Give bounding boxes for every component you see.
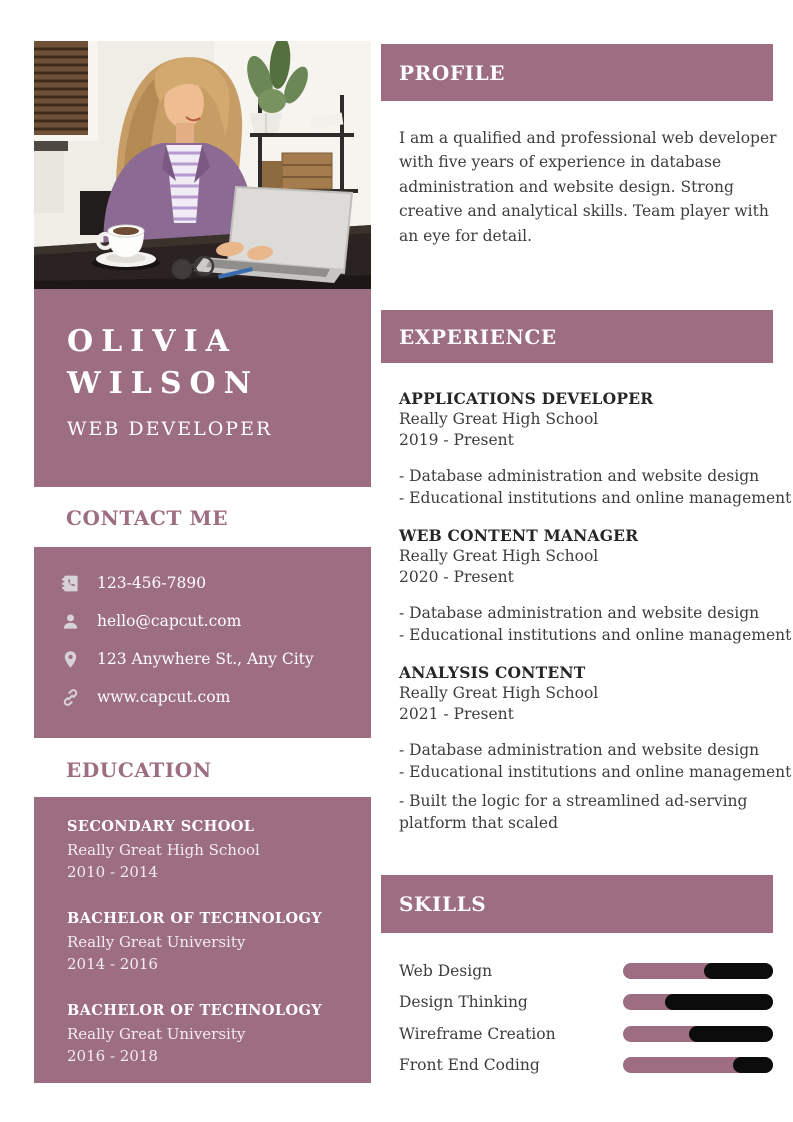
job-bullet: - Database administration and website design xyxy=(399,741,760,759)
job-role: WEB DEVELOPER xyxy=(67,418,273,440)
education-heading: EDUCATION xyxy=(66,758,212,782)
profile-section-header xyxy=(381,44,773,101)
job-bullet: - Built the logic for a streamlined ad-serving platform that scaled xyxy=(399,792,748,832)
profile-photo xyxy=(34,41,371,289)
skill-row xyxy=(399,1050,773,1082)
name-last: WILSON xyxy=(67,366,260,401)
education-entry xyxy=(67,907,371,975)
job-bullets xyxy=(399,602,792,646)
job-bullet: - Database administration and website design xyxy=(399,604,760,622)
contact-website: www.capcut.com xyxy=(97,688,231,706)
skills-section-header xyxy=(381,875,773,933)
skill-progress-bar xyxy=(623,1057,773,1073)
contact-row-phone xyxy=(60,564,371,602)
skill-row xyxy=(399,955,773,987)
skill-progress-remainder xyxy=(733,1057,774,1073)
experience-heading: EXPERIENCE xyxy=(399,324,557,349)
skill-progress-bar xyxy=(623,1026,773,1042)
education-school: Really Great University xyxy=(67,933,246,951)
contact-row-website xyxy=(60,678,371,716)
contact-email: hello@capcut.com xyxy=(97,612,242,630)
contact-address: 123 Anywhere St., Any City xyxy=(97,650,314,668)
education-entry xyxy=(67,999,371,1067)
job-entry xyxy=(399,389,792,509)
job-bullet: - Educational institutions and online management xyxy=(399,489,792,507)
education-school: Really Great High School xyxy=(67,841,260,859)
job-entry xyxy=(399,526,792,646)
skills-heading: SKILLS xyxy=(399,892,487,916)
education-degree: SECONDARY SCHOOL xyxy=(67,818,255,835)
job-company: Really Great High School xyxy=(399,547,599,565)
experience-list xyxy=(399,389,792,851)
skill-label: Design Thinking xyxy=(399,993,528,1012)
education-degree: BACHELOR OF TECHNOLOGY xyxy=(67,910,323,927)
contact-block xyxy=(34,547,371,738)
profile-text: I am a qualified and professional web developer with five years of experience in database administration and website design. Strong creative and analytical skills. Team player with an eye for detail. xyxy=(399,129,777,245)
job-company: Really Great High School xyxy=(399,684,599,702)
education-entry xyxy=(67,815,371,883)
location-pin-icon xyxy=(60,649,80,669)
person-icon xyxy=(60,611,80,631)
skill-row xyxy=(399,987,773,1019)
contact-heading: CONTACT ME xyxy=(66,506,229,530)
phone-book-icon xyxy=(60,573,80,593)
experience-section-header xyxy=(381,310,773,363)
job-bullets xyxy=(399,465,792,509)
contact-row-email xyxy=(60,602,371,640)
education-school: Really Great University xyxy=(67,1025,246,1043)
education-dates: 2016 - 2018 xyxy=(67,1047,158,1065)
job-dates: 2021 - Present xyxy=(399,705,514,723)
profile-photo-illustration xyxy=(34,41,371,289)
contact-phone: 123-456-7890 xyxy=(97,574,207,592)
skills-list xyxy=(399,955,773,1081)
job-dates: 2020 - Present xyxy=(399,568,514,586)
job-bullet: - Educational institutions and online management xyxy=(399,626,792,644)
skill-progress-remainder xyxy=(704,963,773,979)
education-dates: 2014 - 2016 xyxy=(67,955,158,973)
contact-row-address xyxy=(60,640,371,678)
skill-label: Wireframe Creation xyxy=(399,1024,556,1043)
name-first: OLIVIA xyxy=(67,324,237,359)
link-icon xyxy=(60,687,80,707)
name-block xyxy=(34,289,371,487)
education-dates: 2010 - 2014 xyxy=(67,863,158,881)
skill-progress-bar xyxy=(623,963,773,979)
profile-heading: PROFILE xyxy=(399,60,506,85)
job-title: APPLICATIONS DEVELOPER xyxy=(399,389,654,408)
job-company: Really Great High School xyxy=(399,410,599,428)
job-dates: 2019 - Present xyxy=(399,431,514,449)
job-bullets xyxy=(399,739,792,834)
job-title: WEB CONTENT MANAGER xyxy=(399,526,639,545)
education-degree: BACHELOR OF TECHNOLOGY xyxy=(67,1002,323,1019)
job-entry xyxy=(399,663,792,834)
education-block xyxy=(34,797,371,1083)
skill-progress-remainder xyxy=(665,994,773,1010)
job-title: ANALYSIS CONTENT xyxy=(399,663,586,682)
skill-label: Front End Coding xyxy=(399,1056,540,1075)
job-bullet: - Educational institutions and online management xyxy=(399,763,792,781)
skill-label: Web Design xyxy=(399,961,493,980)
skill-row xyxy=(399,1018,773,1050)
skill-progress-bar xyxy=(623,994,773,1010)
skill-progress-remainder xyxy=(689,1026,773,1042)
job-bullet: - Database administration and website design xyxy=(399,467,760,485)
